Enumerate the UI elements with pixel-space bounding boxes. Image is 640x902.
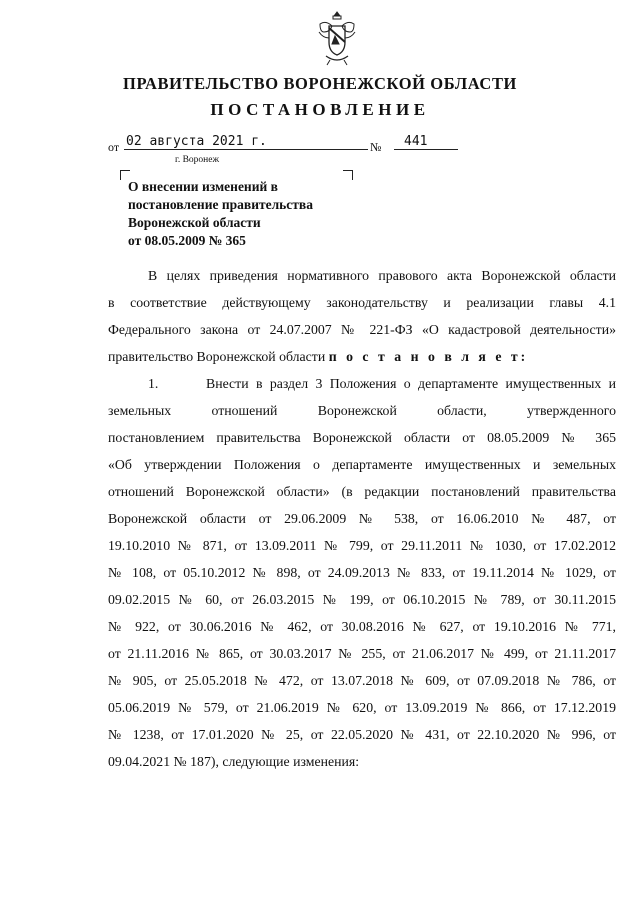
- body-line: [108, 349, 616, 365]
- body-line: № 922, от 30.06.2016 № 462, от 30.08.2016 № 627, от 19.10.2016 № 771,: [108, 619, 616, 634]
- body-line: в соответствие действующему законодательству и реализации главы 4.1: [108, 295, 616, 310]
- item-first-line: [148, 376, 616, 392]
- subject-line: О внесении изменений в: [128, 179, 278, 194]
- item-first-text: Внести в раздел 3 Положения о департаменте имущественных и: [206, 376, 616, 391]
- number-sign: №: [370, 140, 382, 154]
- body-line: 09.04.2021 № 187), следующие изменения:: [108, 754, 360, 769]
- coat-of-arms-icon: [316, 10, 358, 66]
- body-line: № 108, от 05.10.2012 № 898, от 24.09.2013 № 833, от 19.11.2014 № 1029, от: [108, 565, 616, 580]
- body-line: отношений Воронежской области» (в редакции постановлений правительства: [108, 484, 616, 499]
- body-line: № 1238, от 17.01.2020 № 25, от 22.05.2020 № 431, от 22.10.2020 № 996, от: [108, 727, 616, 742]
- date-prefix: от: [108, 140, 120, 154]
- government-title: ПРАВИТЕЛЬСТВО ВОРОНЕЖСКОЙ ОБЛАСТИ: [123, 74, 517, 93]
- body-line: «Об утверждении Положения о департаменте имущественных и земельных: [108, 457, 616, 472]
- resolves-word: п о с т а н о в л я е т:: [328, 349, 529, 364]
- subject-heading: [128, 178, 358, 250]
- body-line: 19.10.2010 № 871, от 13.09.2011 № 799, от 29.11.2011 № 1030, от 17.02.2012: [108, 538, 616, 553]
- body-line: от 21.11.2016 № 865, от 30.03.2017 № 255, от 21.06.2017 № 499, от 21.11.2017: [108, 646, 616, 661]
- subject-line: Воронежской области: [128, 215, 261, 230]
- body-line: 09.02.2015 № 60, от 26.03.2015 № 199, от 06.10.2015 № 789, от 30.11.2015: [108, 592, 616, 607]
- subject-line: постановление правительства: [128, 197, 313, 212]
- body-line: Воронежской области от 29.06.2009 № 538, от 16.06.2010 № 487, от: [108, 511, 616, 526]
- document-number: 441: [394, 134, 458, 150]
- intro-last-text: правительство Воронежской области: [108, 349, 326, 364]
- body-line: Федерального закона от 24.07.2007 № 221-ФЗ «О кадастровой деятельности»: [108, 322, 616, 337]
- body-line: № 905, от 25.05.2018 № 472, от 13.07.2018 № 609, от 07.09.2018 № 786, от: [108, 673, 616, 688]
- item-number: 1.: [148, 376, 159, 391]
- document-date: 02 августа 2021 г.: [124, 134, 368, 150]
- body-line: 05.06.2019 № 579, от 21.06.2019 № 620, от 13.09.2019 № 866, от 17.12.2019: [108, 700, 616, 715]
- subject-line: от 08.05.2009 № 365: [128, 233, 246, 248]
- body-line: В целях приведения нормативного правового акта Воронежской области: [148, 268, 616, 283]
- body-line: постановлением правительства Воронежской области от 08.05.2009 № 365: [108, 430, 616, 445]
- document-type: ПОСТАНОВЛЕНИЕ: [210, 100, 430, 119]
- city: г. Воронеж: [175, 155, 220, 165]
- body-line: земельных отношений Воронежской области, утвержденного: [108, 403, 616, 418]
